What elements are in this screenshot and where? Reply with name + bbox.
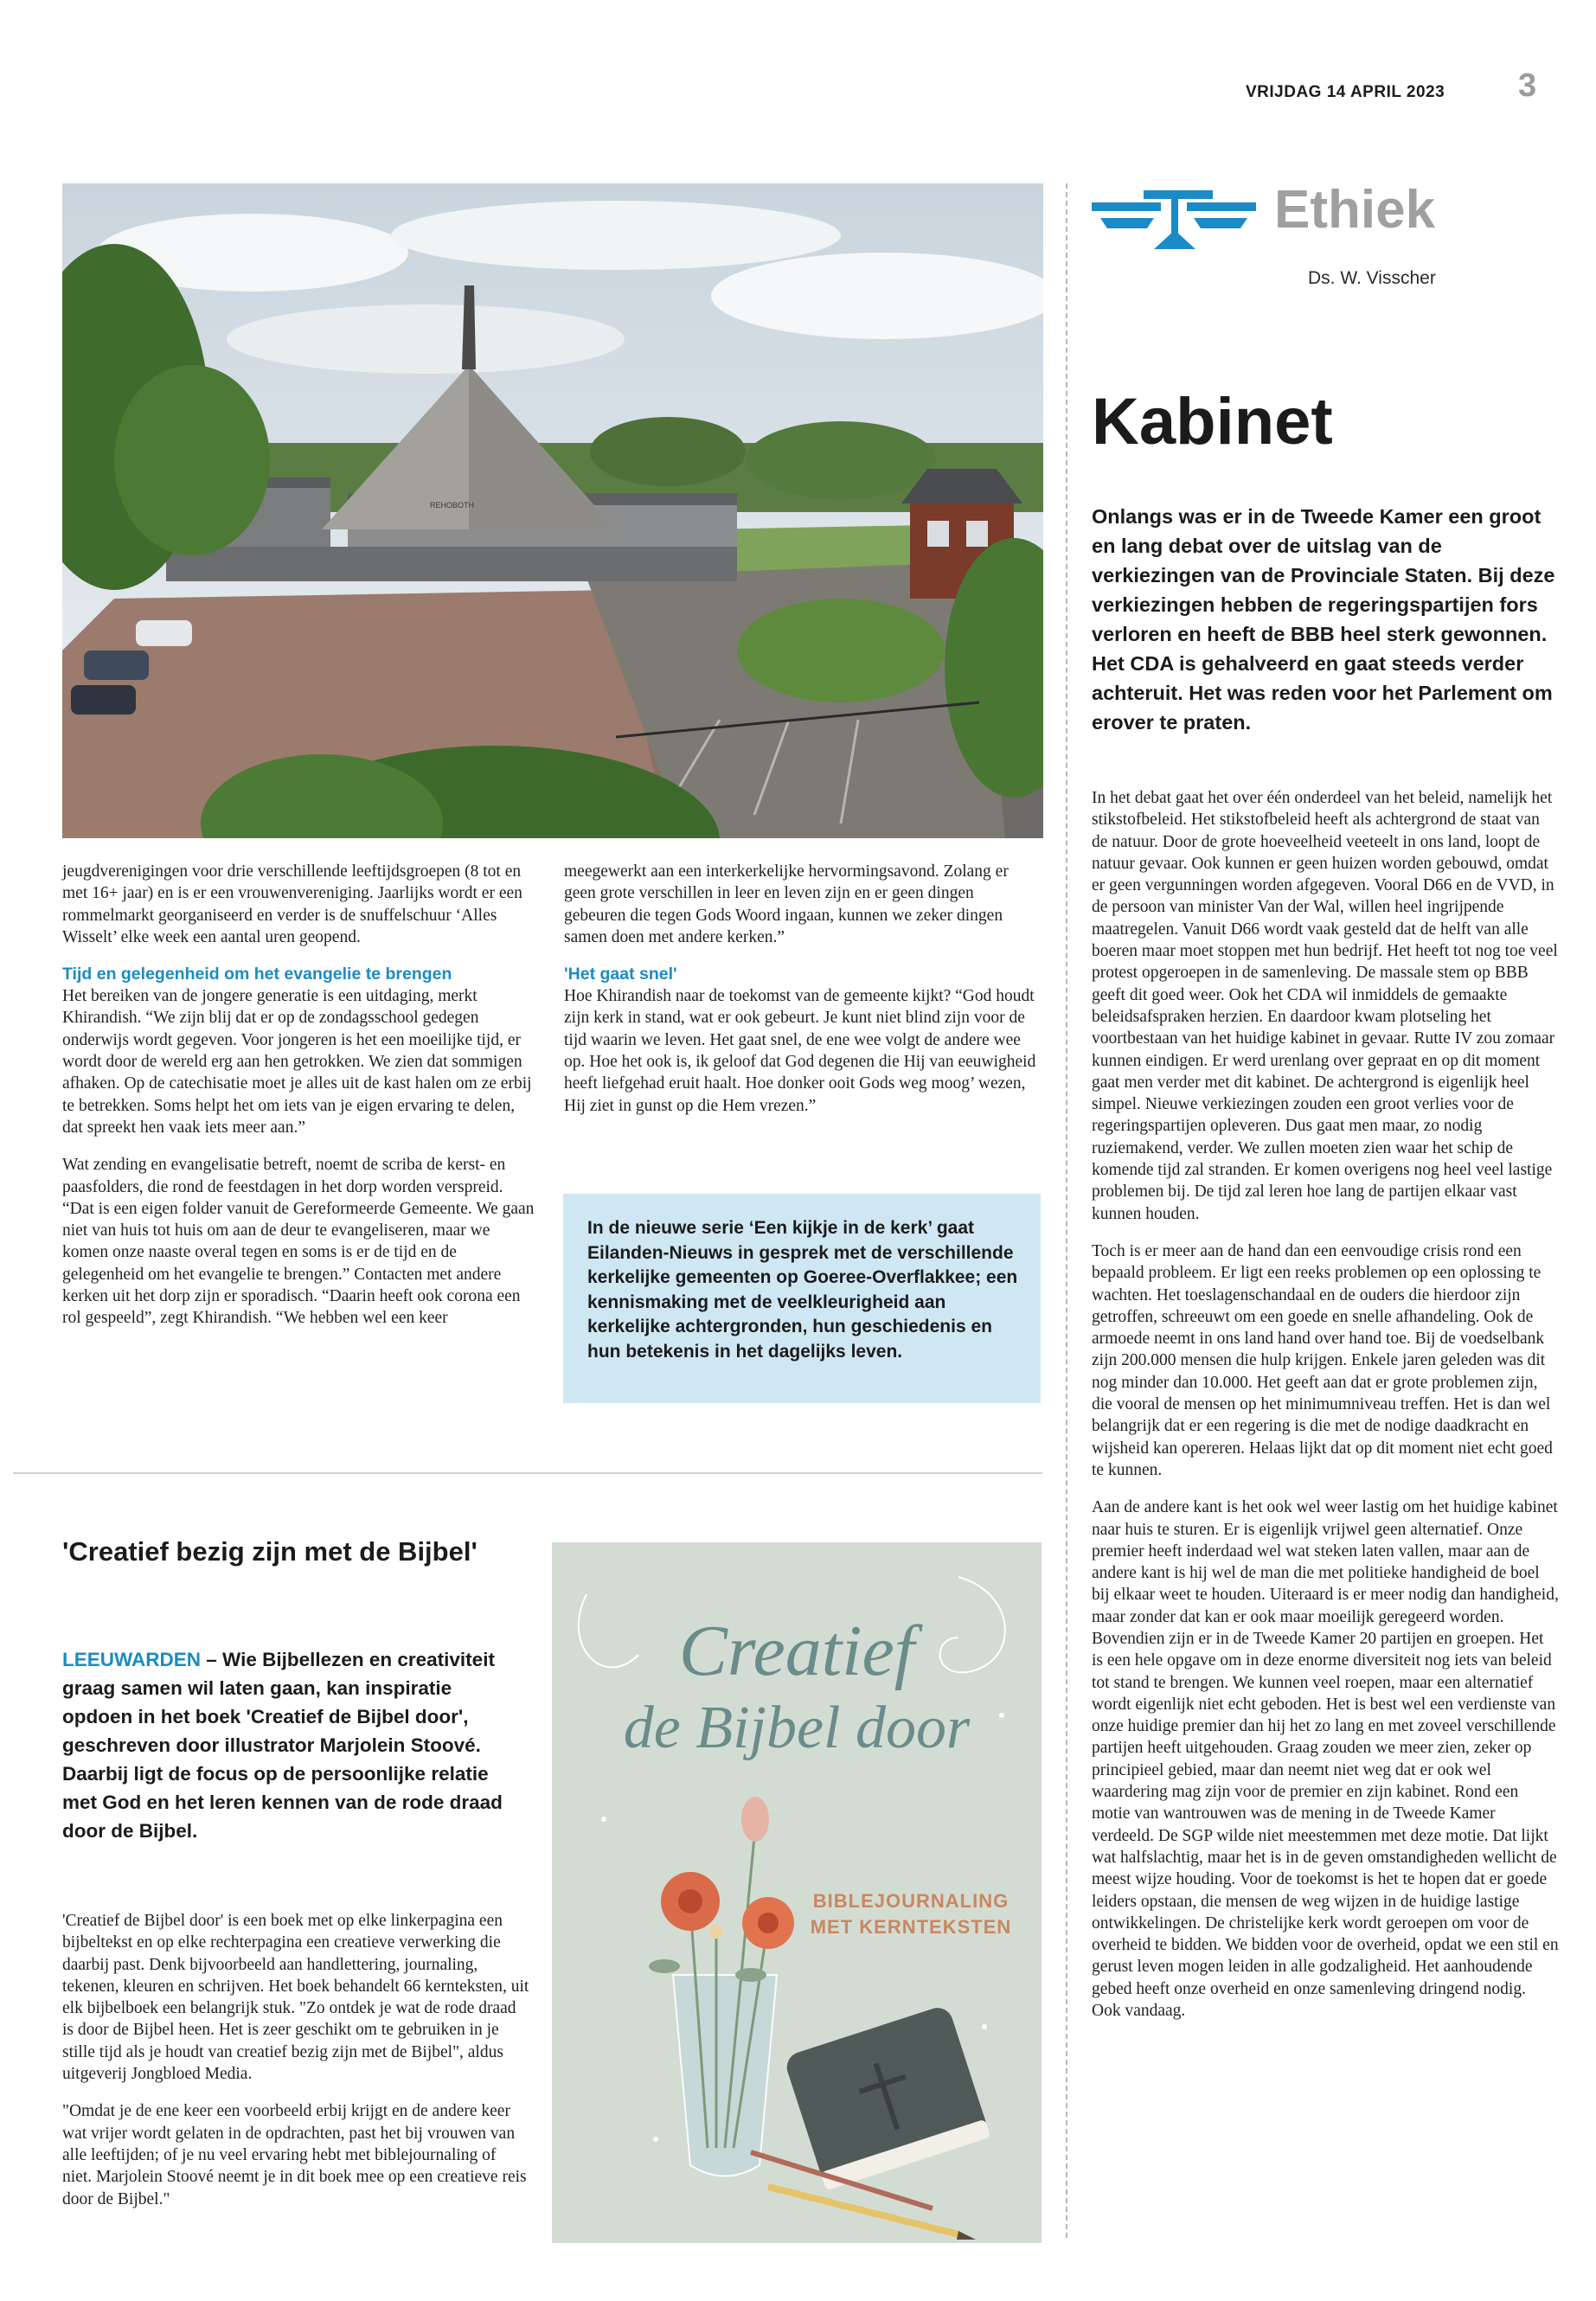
article-paragraph: Aan de andere kant is het ook wel weer lastig om het huidige kabinet naar huis te sturen. Er is eigenlijk vrijwel geen alternatief. Onze premier heeft inderdaad wel wat steken laten vallen, maar aan de andere kant is hij wel de man die met politieke handigheid de boel bij elkaar weet te houden. Uiteraard is er meer nodig dan handigheid, maar zonder dat kan er ook maar moeilijk geregeerd worden. Bovendien zijn er in de Tweede Kamer 20 partijen en groepen. Het is een hele opgave om in deze enorme diversiteit nog iets van beleid tot stand te brengen. We kunnen veel roepen, maar een alternatief wordt eigenlijk niet echt geboden. Het is best wel een verdienste van onze huidige premier dan hij het zo lang en met zoveel verschillende partijen heeft uitgehouden. Graag zouden we meer zien, zeker op principieel gebied, maar dan neemt niet weg dat er ook wel waardering mag zijn voor de premier en zijn kabinet. Rond een motie van wantrouwen was de mening in de Tweede Kamer verdeeld. De SGP wilde niet meestemmen met deze motie. Dat lijkt wat halfslachtig, maar het is in de geven omstandigheden wellicht de meest wijze houding. Voor de toekomst is het te hopen dat er goede leiders opstaan, die mensen de weg wijzen in de huidige lastige ontwikkelingen. De christelijke kerk wordt geroepen om voor de overheid te bidden. We bidden voor de overheid, opdat we een stil en gerust leven mogen leiden in alle godzaligheid. Het aanhoudende gebed heeft onze overheid en onze samenleving dringend nodig. Ook vandaag. — [1092, 1498, 1559, 2021]
issue-date: VRIJDAG 14 APRIL 2023 — [1246, 83, 1445, 101]
book-article-lead: LEEUWARDEN – Wie Bijbellezen en creativiteit graag samen wil laten gaan, kan inspiratie opdoen in het boek 'Creatief de Bijbel door', geschreven door illustrator Marjolein Stoové. Daarbij ligt de focus op de persoonlijke relatie met God en het leren kennen van de rode draad door de Bijbel. — [62, 1649, 503, 1842]
series-info-box — [563, 1194, 1041, 1403]
article-paragraph: In het debat gaat het over één onderdeel van het beleid, namelijk het stikstofbeleid. Het stikstofbeleid heeft als achtergrond de staat van de natuur. Door de grote hoeveelheid veeteelt in ons land, loopt de natuur gevaar. Ook kunnen er geen huizen worden gebouwd, omdat er geen vergunningen worden afgegeven. Vooral D66 en de VVD, in de persoon van minister Van der Wal, willen heel ingrijpende maatregelen. Vanuit D66 wordt vaak gesteld dat de helft van alle boeren maar moet stoppen met hun bedrijf. Het heeft tot nog toe veel protest opgeroepen in de samenleving. De massale stem op BBB geeft dit goed weer. Ook het CDA wil inmiddels de gemaakte beleidsafspraken herzien. En daardoor kwam plotseling het voortbestaan van het huidige kabinet in gevaar. Rutte IV zou zomaar kunnen eindigen. Er werd urenlang over gepraat en op dit moment gaat men verder met dit kabinet. De achtergrond is eigenlijk heel simpel. Nieuwe verkiezingen zouden een groot verlies voor de regeringspartijen opleveren. Dus gaat men maar, zo nodig ruziemakend, verder. We zullen moeten zien waar het schip de komende tijd zal stranden. Er komen overigens nog heel veel lastige problemen bij. De tijd zal leren hoe lang de partijen elkaar vast kunnen houden. — [1092, 789, 1558, 1223]
article-paragraph: Toch is er meer aan de hand dan een eenvoudige crisis rond een bepaald probleem. Er ligt een reeks problemen op een oplossing te wachten. Het toeslagenschandaal en de ouders die hierdoor zijn getroffen, schreeuwt om een goede en snelle afhandeling. Ook de armoede neemt in ons land hand over hand toe. Bij de voedselbank zijn 200.000 mensen die hulp krijgen. Enkele jaren geleden was dit nog minder dan 10.000. Het geeft aan dat er grote problemen zijn, die vooral de mensen op het minimumniveau treffen. Het is dan wel belangrijk dat er een regering is die met de nodige daadkracht en wijsheid kan opereren. Helaas lijkt dat op dit moment niet echt goed te kunnen. — [1092, 1241, 1553, 1479]
book-cover-image — [552, 1542, 1042, 2243]
church-article-column-1 — [62, 861, 536, 1345]
section-divider — [13, 1472, 1042, 1474]
series-info-text: In de nieuwe serie ‘Een kijkje in de kerk’ gaat Eilanden-Nieuws in gesprek met de verschillende kerkelijke gemeenten op Goeree-Overflakkee; een kennismaking met de veelkleurigheid aan kerkelijke achtergronden, hun geschiedenis en hun betekenis in het dagelijks leven. — [587, 1218, 1018, 1362]
section-title: Ethiek — [1274, 180, 1436, 240]
book-cover-title-line2: de Bijbel door — [623, 1695, 971, 1761]
article-subheading: 'Het gaat snel' — [564, 965, 677, 984]
article-paragraph: Hoe Khirandish naar de toekomst van de gemeente kijkt? “God houdt zijn kerk in stand, wat er ook gebeurt. Je kunt niet blind zijn voor de tijd waarin we leven. Het gaat snel, de ene wee volgt de andere wee op. Hoe het ook is, ik geloof dat God degenen die Hij van eeuwigheid heeft liefgehad eruit haalt. Hoe donker ooit Gods weg moog’ wezen, Hij ziet in gunst op die Hem vrezen.” — [564, 987, 1036, 1115]
column-headline: Kabinet — [1092, 385, 1333, 458]
book-cover-title-line1: Creatief — [678, 1611, 915, 1691]
church-article-column-2 — [564, 861, 1038, 1117]
article-paragraph: "Omdat je de ene keer een voorbeeld erbij krijgt en de andere keer wat vrijer wordt gelaten in de opdrachten, past het bij vrouwen van alle leeftijden; of je nu veel ervaring hebt met biblejournaling of niet. Marjolein Stoové neemt je in dit boek mee op een creatieve reis door de Bijbel." — [62, 2102, 527, 2208]
column-body — [1092, 787, 1559, 2037]
column-intro: Onlangs was er in de Tweede Kamer een groot en lang debat over de uitslag van de verkiezingen van de Provinciale Staten. Bij deze verkiezingen hebben de regeringspartijen fors verloren en heeft de BBB heel sterk gewonnen. Het CDA is gehalveerd en gaat steeds verder achteruit. Het was reden voor het Parlement om erover te praten. — [1092, 505, 1555, 734]
dateline: LEEUWARDEN — [62, 1649, 202, 1670]
page-number: 3 — [1518, 67, 1537, 104]
book-article-title: 'Creatief bezig zijn met de Bijbel' — [62, 1536, 478, 1567]
church-sign: REHOBOTH — [430, 501, 475, 510]
article-paragraph: meegewerkt aan een interkerkelijke hervormingsavond. Zolang er geen grote verschillen in leer en leven zijn en er geen dingen gebeuren die tegen Gods Woord ingaan, kunnen we zeker dingen samen doen met andere kerken.” — [564, 862, 1009, 946]
article-paragraph: Het bereiken van de jongere generatie is een uitdaging, merkt Khirandish. “We zijn blij dat er op de zondagsschool gedegen onderwijs wordt gegeven. Voor jongeren is het een moeilijke tijd, er wordt door de wereld erg aan hen getrokken. We zien dat sommigen afhaken. Op de catechisatie moet je alles uit de kast halen om ze erbij te betrekken. Soms helpt het om iets van je eigen ervaring te delen, dat spreekt hen vaak iets meer aan.” — [62, 987, 532, 1137]
article-paragraph: Wat zending en evangelisatie betreft, noemt de scriba de kerst- en paasfolders, die rond de feestdagen in het dorp worden verspreid. “Dat is een eigen folder vanuit de Gereformeerde Gemeente. We gaan niet van huis tot huis om aan de deur te evangeliseren, maar we komen onze naaste overal tegen en soms is er de tijd en de gelegenheid om het evangelie te brengen.” Contacten met andere kerken uit het dorp zijn er sporadisch. “Daarin heeft ook corona een rol gespeeld”, zegt Khirandish. “We hebben wel een keer — [62, 1156, 535, 1328]
book-cover-subtitle: BIBLEJOURNALING MET KERNTEKSTEN — [810, 1890, 1012, 1938]
scales-icon — [1092, 178, 1256, 256]
article-subheading: Tijd en gelegenheid om het evangelie te brengen — [62, 965, 452, 984]
column-divider — [1066, 183, 1067, 2238]
article-paragraph: 'Creatief de Bijbel door' is een boek met op elke linkerpagina een bijbeltekst en op elke rechterpagina een creatieve verwerking die daarbij past. Denk bijvoorbeeld aan handlettering, journaling, tekenen, kleuren en schrijven. Het boek behandelt 66 kernteksten, uit elk bijbelboek een belangrijk stuk. "Zo ontdek je wat de rode draad is door de Bijbel heen. Het is zeer geschikt om te gebruiken in je stille tijd als je houdt van creatief bezig zijn met de Bijbel", aldus uitgeverij Jongbloed Media. — [62, 1912, 529, 2084]
book-article-body — [62, 1910, 529, 2226]
article-paragraph: jeugdverenigingen voor drie verschillende leeftijdsgroepen (8 tot en met 16+ jaar) en is er een vrouwenvereniging. Jaarlijks wordt er een rommelmarkt georganiseerd en verder is de snuffelschuur ‘Alles Wisselt’ elke week een aantal uren geopend. — [62, 862, 522, 946]
scales-logo — [1092, 178, 1256, 256]
church-photo — [62, 183, 1043, 838]
column-author: Ds. W. Visscher — [1308, 268, 1436, 288]
